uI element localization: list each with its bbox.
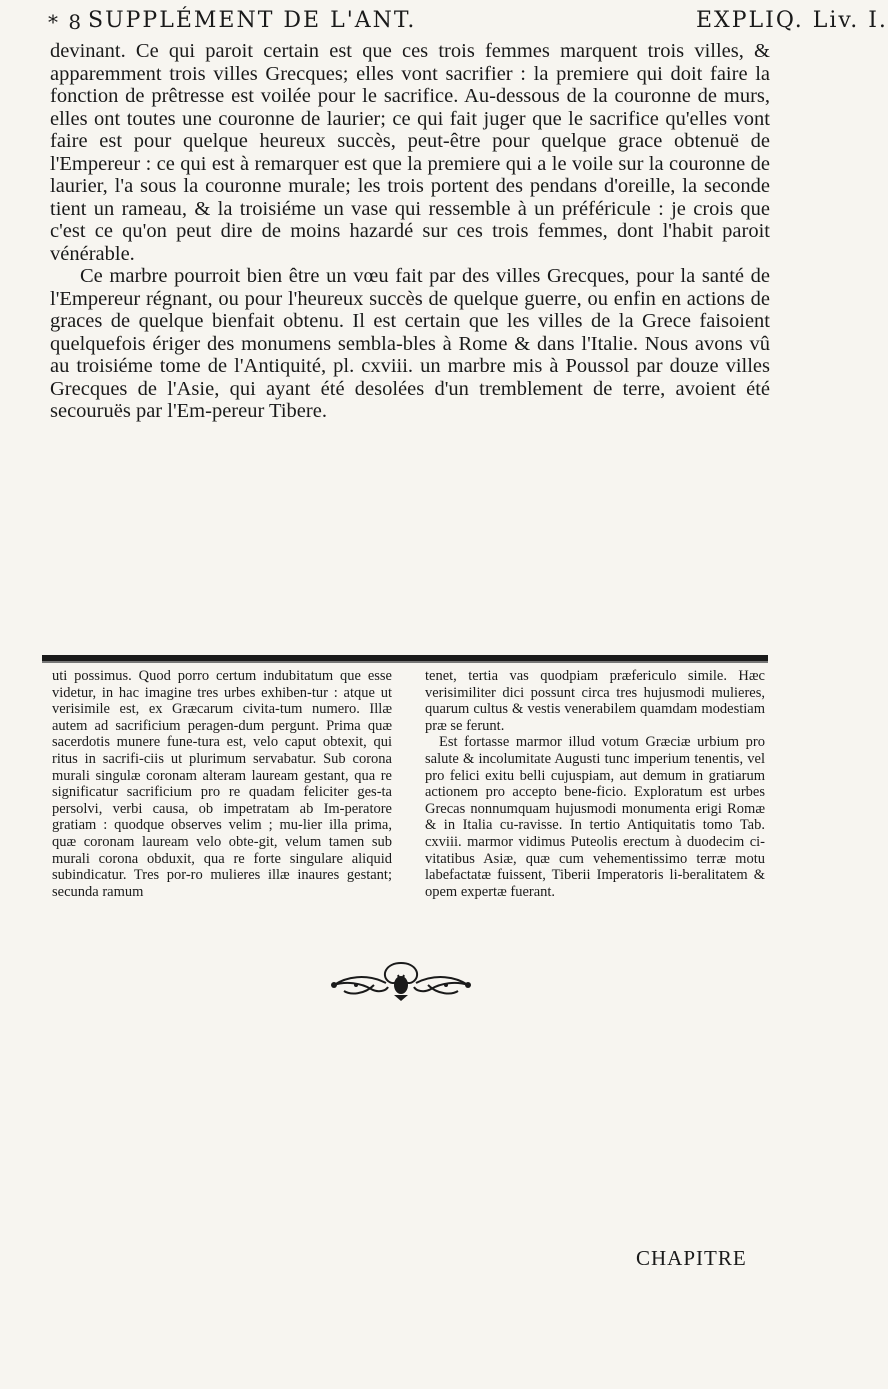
page-number: * 8 (48, 10, 84, 34)
french-body-text (50, 40, 770, 423)
latin-column-right (425, 668, 765, 900)
running-header (48, 8, 888, 42)
fleuron-ornament-icon (326, 955, 476, 1001)
latin-paragraph: tenet, tertia vas quodpiam præfericulo simile. Hæc verisimiliter dici possunt circa tres hujusmodi mulieres, quarum cultus & vestis venerabilem quamdam modestiam præ se ferunt. (425, 668, 765, 734)
french-paragraph: Ce marbre pourroit bien être un vœu fait par des villes Grecques, pour la santé de l'Empereur régnant, ou pour l'heureux succès de quelque guerre, ou enfin en actions de graces de quelque bienfait obtenu. Il est certain que les villes de la Grece faisoient quelquefois ériger des monumens sembla-bles à Rome & dans l'Italie. Nous avons vû au troisiéme tome de l'Antiquité, pl. cxviii. un marbre mis à Poussol par douze villes Grecques de l'Asie, qui ayant été desolées d'un tremblement de terre, avoient été secouruës par l'Em-pereur Tibere. (50, 265, 770, 422)
section-divider-rule (42, 655, 768, 663)
french-paragraph: devinant. Ce qui paroit certain est que ces trois femmes marquent trois villes, & apparemment trois villes Grecques; elles vont sacrifier : la premiere qui doit faire la fonction de prêtresse est voilée pour le sacrifice. Au-dessous de la couronne de murs, elles ont toutes une couronne de laurier; ce qui fait juger que le sacrifice qu'elles vont faire est pour quelque heureux succès, peut-être pour quelque grace obtenuë de l'Empereur : ce qui est à remarquer est que la premiere qui a le voile sur la couronne de laurier, l'a sous la couronne murale; les trois portent des pendans d'oreille, la seconde tient un rameau, & la troisiéme un vase qui ressemble à un préféricule : je crois que c'est ce qu'on peut dire de moins hazardé sur ces trois femmes, dont l'habit paroit vénérable. (50, 40, 770, 265)
latin-paragraph: Est fortasse marmor illud votum Græciæ urbium pro salute & incolumitate Augusti tunc imperium tenentis, vel pro felici exitu belli cujuspiam, aut demum in gratiarum actionem pro accepto bene-ficio. Exploratum est urbes Grecas nonnumquam hujusmodi monumenta erigi Romæ & in Italia cu-ravisse. In tertio Antiquitatis tomo Tab. cxviii. marmor vidimus Puteolis erectum à duodecim ci-vitatibus Asiæ, quæ cum vehementissimo terræ motu labefactatæ fuissent, Tiberii Imperatoris li-beralitatem & opem expertæ fuerant. (425, 734, 765, 900)
catchword: CHAPITRE (636, 1246, 747, 1270)
latin-paragraph: uti possimus. Quod porro certum indubitatum que esse videtur, in hac imagine tres urbes exhiben-tur : atque ut verisimile est, ex Græcarum civita-tum numero. Illæ autem ad sacrificium peragen-dum pergunt. Prima quæ sacerdotis munere fune-tura est, velo caput obtexit, qui ritus in sacrifi-ciis ut plurimum servabatur. Sub corona murali singulæ coronam alteram lauream gestant, qua re significatur sacrificium pro re quadam feliciter ges-ta persolvi, verbi causa, ob impetratam ab Im-peratore gratiam : quodque observes velim ; mu-lier illa prima, quæ coronam lauream velo obte-git, velum tamen sub murali corona obduxit, qua re forte singulare aliquid subindicatur. Tres por-ro mulieres illæ inaures gestant; secunda ramum (52, 668, 392, 900)
running-title: SUPPLÉMENT DE L'ANT. (88, 8, 417, 33)
book-reference: EXPLIQ. Liv. I. (696, 8, 888, 33)
latin-column-left (52, 668, 392, 900)
